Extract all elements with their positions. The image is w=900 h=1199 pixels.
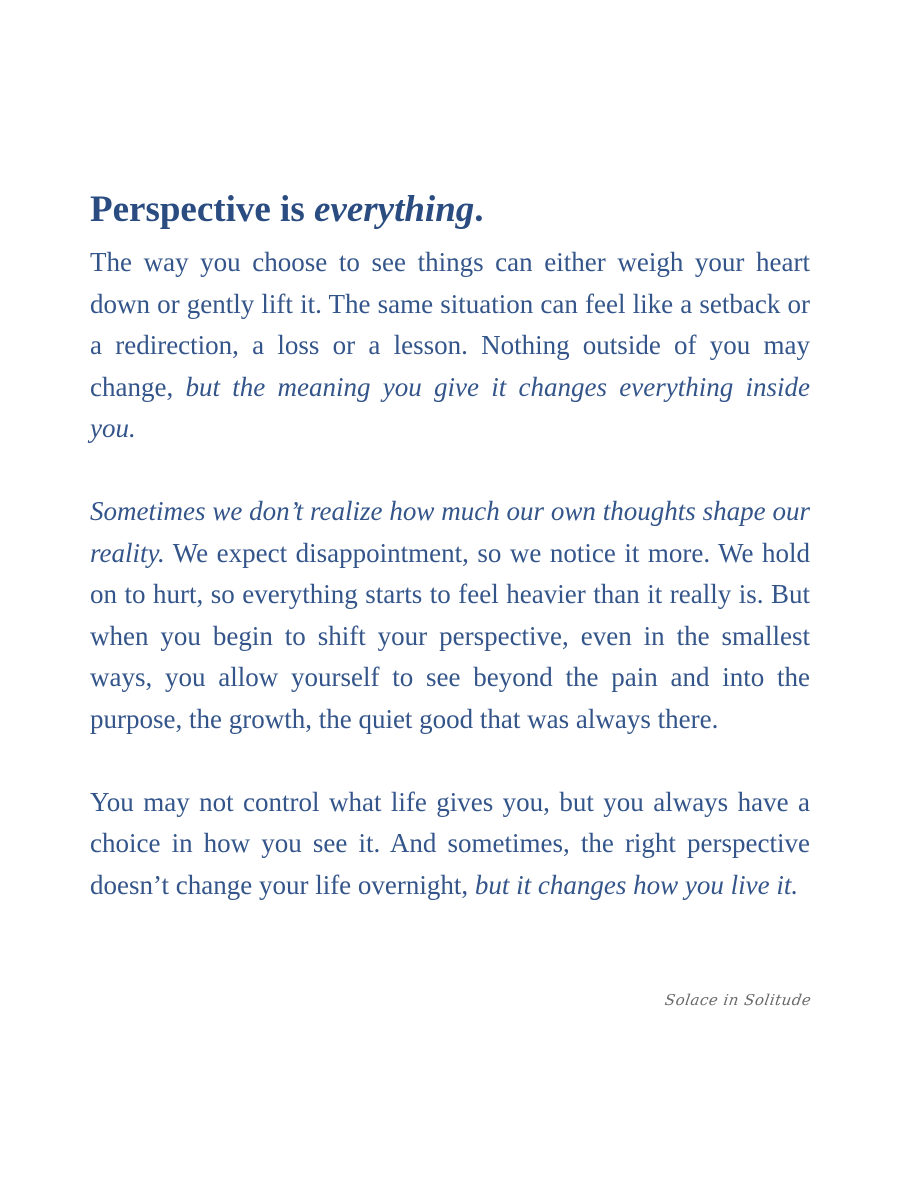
title-emphasis: everything xyxy=(313,189,475,230)
paragraph-3-italic: but it changes how you live it. xyxy=(474,869,799,900)
paragraph-2-italic: Sometimes we don’t realize how much our own thoughts shape our reality. xyxy=(90,496,810,568)
paragraph-1-text: The way you choose to see things can either weigh your heart down or gently lift it. The same situation can feel like a setback or a redirection, a loss or a lesson. Nothing outside of you may change, xyxy=(90,247,810,402)
quote-card xyxy=(90,188,810,906)
paragraph-2 xyxy=(90,491,810,740)
signature: Solace in Solitude xyxy=(663,991,813,1009)
paragraph-3 xyxy=(90,782,810,907)
paragraph-2-text: We expect disappointment, so we notice it more. We hold on to hurt, so everything starts to feel heavier than it really is. But when you begin to shift your perspective, even in the smallest ways, you allow yourself to see beyond the pain and into the purpose, the growth, the quiet good that was always there. xyxy=(90,537,810,734)
paragraph-1 xyxy=(90,242,810,450)
paragraph-3-text: You may not control what life gives you, but you always have a choice in how you see it. And sometimes, the right perspective doesn’t change your life overnight, xyxy=(90,786,810,900)
paragraph-1-italic: but the meaning you give it changes everything inside you. xyxy=(90,371,811,443)
title-end: . xyxy=(474,189,484,230)
title-plain: Perspective is xyxy=(90,189,314,230)
page-title xyxy=(90,188,810,232)
